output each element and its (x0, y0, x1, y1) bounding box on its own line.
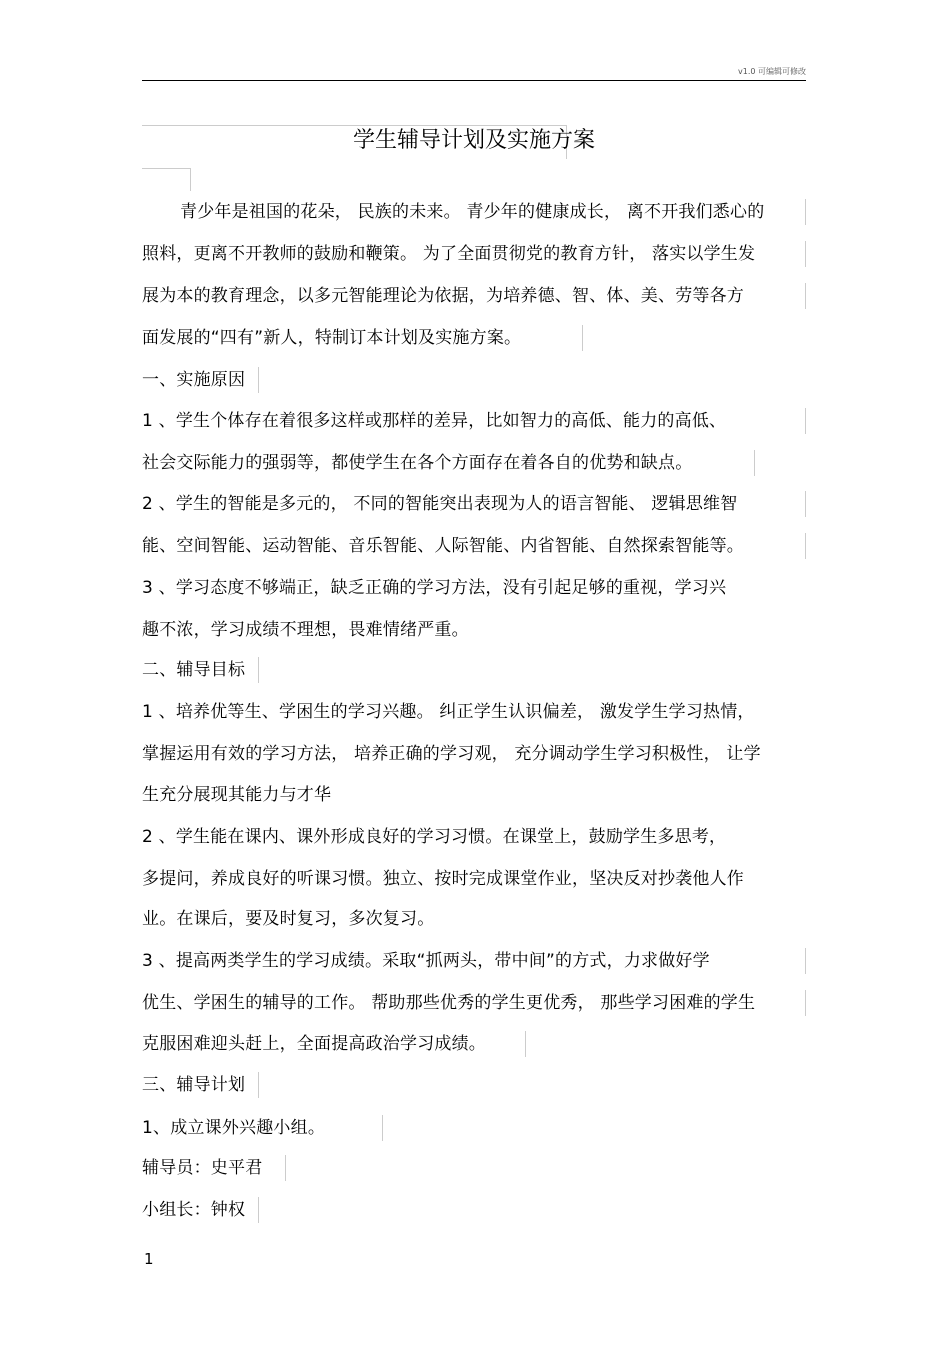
text-line: 优生、学困生的辅导的工作。 帮助那些优秀的学生更优秀， 那些学习困难的学生 (142, 993, 756, 1013)
line-frame (805, 948, 806, 974)
title-box-stub (142, 168, 191, 191)
text-line: 1、成立课外兴趣小组。 (142, 1118, 326, 1138)
line-frame (258, 657, 259, 683)
section-heading: 二、辅导目标 (142, 660, 246, 680)
text-line: 3 、提高两类学生的学习成绩。采取“抓两头，带中间”的方式，力求做好学 (142, 951, 710, 971)
text-line: 多提问，养成良好的听课习惯。独立、按时完成课堂作业，坚决反对抄袭他人作 (142, 869, 744, 889)
text-line: 1 、学生个体存在着很多这样或那样的差异，比如智力的高低、能力的高低、 (142, 411, 727, 431)
text-line: 面发展的“四有”新人，特制订本计划及实施方案。 (142, 328, 522, 348)
line-frame (805, 199, 806, 225)
document-title: 学生辅导计划及实施方案 (352, 128, 595, 153)
line-frame (258, 1072, 259, 1098)
text-line: 青少年是祖国的花朵， 民族的未来。 青少年的健康成长， 离不开我们悉心的 (180, 202, 765, 222)
section-heading: 一、实施原因 (142, 370, 246, 390)
text-line: 1 、培养优等生、学困生的学习兴趣。 纠正学生认识偏差， 激发学生学习热情， (142, 702, 755, 722)
line-frame (285, 1155, 286, 1181)
line-frame (805, 491, 806, 517)
line-frame (805, 533, 806, 559)
header-version-label: v1.0 可编辑可修改 (738, 67, 806, 76)
header-rule (142, 80, 806, 81)
page-number: 1 (144, 1250, 154, 1268)
line-frame (382, 1115, 383, 1141)
text-line: 掌握运用有效的学习方法， 培养正确的学习观， 充分调动学生学习积极性， 让学 (142, 744, 761, 764)
line-frame (582, 325, 583, 351)
text-line: 能、空间智能、运动智能、音乐智能、人际智能、内省智能、自然探索智能等。 (142, 536, 744, 556)
text-line: 2 、学生能在课内、课外形成良好的学习习惯。在课堂上，鼓励学生多思考， (142, 827, 727, 847)
line-frame (525, 1031, 526, 1057)
line-frame (258, 1197, 259, 1223)
text-line: 2 、学生的智能是多元的， 不同的智能突出表现为人的语言智能、 逻辑思维智 (142, 494, 738, 514)
line-frame (754, 450, 755, 476)
text-line: 辅导员：史平君 (142, 1158, 263, 1178)
line-frame (805, 241, 806, 267)
line-frame (805, 408, 806, 434)
line-frame (805, 283, 806, 309)
text-line: 克服困难迎头赶上，全面提高政治学习成绩。 (142, 1034, 486, 1054)
text-line: 小组长：钟权 (142, 1200, 246, 1220)
text-line: 业。在课后，要及时复习，多次复习。 (142, 909, 435, 929)
text-line: 照料，更离不开教师的鼓励和鞭策。 为了全面贯彻党的教育方针， 落实以学生发 (142, 244, 756, 264)
text-line: 展为本的教育理念，以多元智能理论为依据，为培养德、智、体、美、劳等各方 (142, 286, 744, 306)
line-frame (258, 367, 259, 393)
section-heading: 三、辅导计划 (142, 1075, 246, 1095)
text-line: 社会交际能力的强弱等，都使学生在各个方面存在着各自的优势和缺点。 (142, 453, 693, 473)
text-line: 3 、学习态度不够端正，缺乏正确的学习方法，没有引起足够的重视，学习兴 (142, 578, 727, 598)
text-line: 生充分展现其能力与才华 (142, 785, 332, 805)
text-line: 趣不浓，学习成绩不理想，畏难情绪严重。 (142, 620, 469, 640)
line-frame (805, 990, 806, 1016)
